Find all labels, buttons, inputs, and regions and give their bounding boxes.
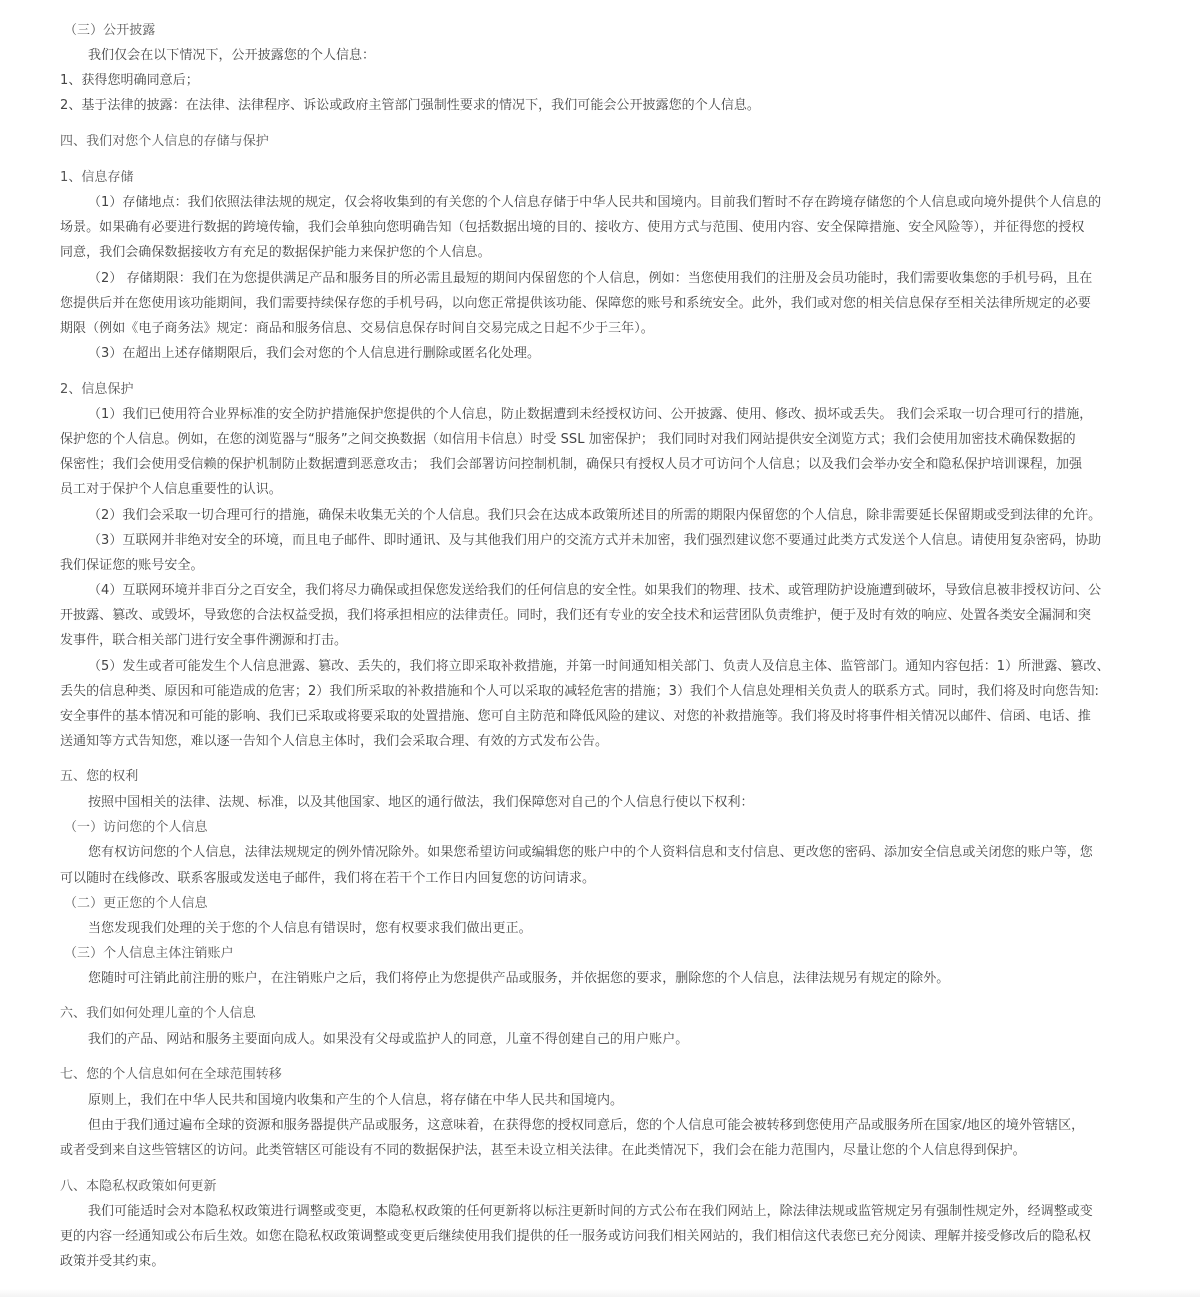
paragraph-line: 或者受到来自这些管辖区的访问。此类管辖区可能设有不同的数据保护法，甚至未设立相关法律。在此类情况下，我们会在能力范围内，尽量让您的个人信息得到保护。	[60, 1143, 1026, 1158]
paragraph-line: 同意，我们会确保数据接收方有充足的数据保护能力来保护您的个人信息。	[60, 245, 491, 260]
paragraph-line: 您提供后并在您使用该功能期间，我们需要持续保存您的手机号码，以向您正常提供该功能、保障您的账号和系统安全。此外，我们或对您的相关信息保存至相关法律所规定的必要	[60, 296, 1091, 311]
paragraph-line: （1）我们已使用符合业界标准的安全防护措施保护您提供的个人信息，防止数据遭到未经授权访问、公开披露、使用、修改、损坏或丢失。 我们会采取一切合理可行的措施，	[88, 407, 1093, 422]
paragraph-line: 发事件，联合相关部门进行安全事件溯源和打击。	[60, 633, 348, 648]
paragraph-line: 1、获得您明确同意后；	[60, 73, 199, 88]
paragraph-line: 2、基于法律的披露：在法律、法律程序、诉讼或政府主管部门强制性要求的情况下，我们可能会公开披露您的个人信息。	[60, 98, 760, 113]
section-heading: 2、信息保护	[60, 382, 134, 397]
paragraph-line: 员工对于保护个人信息重要性的认识。	[60, 482, 282, 497]
paragraph-line: 我们仅会在以下情况下，公开披露您的个人信息：	[88, 48, 376, 63]
paragraph-line: 场景。如果确有必要进行数据的跨境传输，我们会单独向您明确告知（包括数据出境的目的、接收方、使用方式与范围、使用内容、安全保障措施、安全风险等），并征得您的授权	[60, 220, 1085, 235]
paragraph-line: （2）我们会采取一切合理可行的措施，确保未收集无关的个人信息。我们只会在达成本政策所述目的所需的期限内保留您的个人信息，除非需要延长保留期或受到法律的允许。	[88, 508, 1102, 523]
paragraph-line: 期限（例如《电子商务法》规定：商品和服务信息、交易信息保存时间自交易完成之日起不少于三年）。	[60, 321, 654, 336]
paragraph-line: （3）在超出上述存储期限后，我们会对您的个人信息进行删除或匿名化处理。	[88, 346, 541, 361]
section-heading: （一）访问您的个人信息	[64, 820, 208, 835]
paragraph-line: 原则上，我们在中华人民共和国境内收集和产生的个人信息，将存储在中华人民共和国境内。	[88, 1093, 624, 1108]
paragraph-line: 您随时可注销此前注册的账户，在注销账户之后，我们将停止为您提供产品或服务，并依据您的要求，删除您的个人信息，法律法规另有规定的除外。	[88, 971, 950, 986]
paragraph-line: 保密性；我们会使用受信赖的保护机制防止数据遭到恶意攻击； 我们会部署访问控制机制，确保只有授权人员才可访问个人信息；以及我们会举办安全和隐私保护培训课程，加强	[60, 457, 1083, 472]
paragraph-line: 更的内容一经通知或公布后生效。如您在隐私权政策调整或变更后继续使用我们提供的任一服务或访问我们相关网站的，我们相信这代表您已充分阅读、理解并接受修改后的隐私权	[60, 1229, 1091, 1244]
bottom-edge	[0, 1289, 1200, 1297]
paragraph-line: （5）发生或者可能发生个人信息泄露、篡改、丢失的，我们将立即采取补救措施，并第一时间通知相关部门、负责人及信息主体、监管部门。通知内容包括：1）所泄露、篡改、	[88, 659, 1110, 674]
paragraph-line: 安全事件的基本情况和可能的影响、我们已采取或将要采取的处置措施、您可自主防范和降低风险的建议、对您的补救措施等。我们将及时将事件相关情况以邮件、信函、电话、推	[60, 709, 1091, 724]
paragraph-line: （1）存储地点：我们依照法律法规的规定，仅会将收集到的有关您的个人信息存储于中华人民共和国境内。目前我们暂时不存在跨境存储您的个人信息或向境外提供个人信息的	[88, 195, 1102, 210]
paragraph-line: 按照中国相关的法律、法规、标准，以及其他国家、地区的通行做法，我们保障您对自己的个人信息行使以下权利：	[88, 795, 754, 810]
paragraph-line: （3）互联网并非绝对安全的环境，而且电子邮件、即时通讯、及与其他我们用户的交流方式并未加密，我们强烈建议您不要通过此类方式发送个人信息。请使用复杂密码，协助	[88, 533, 1102, 548]
paragraph-line: （4）互联网环境并非百分之百安全，我们将尽力确保或担保您发送给我们的任何信息的安全性。如果我们的物理、技术、或管理防护设施遭到破坏，导致信息被非授权访问、公	[88, 583, 1102, 598]
paragraph-line: 可以随时在线修改、联系客服或发送电子邮件，我们将在若干个工作日内回复您的访问请求。	[60, 871, 596, 886]
section-heading: （三）个人信息主体注销账户	[64, 946, 234, 961]
section-heading: （三）公开披露	[64, 23, 156, 38]
paragraph-line: 丢失的信息种类、原因和可能造成的危害；2）我们所采取的补救措施和个人可以采取的减轻危害的措施；3）我们个人信息处理相关负责人的联系方式。同时，我们将及时向您告知:	[60, 684, 1099, 699]
section-heading: 1、信息存储	[60, 170, 134, 185]
paragraph-line: 送通知等方式告知您，难以逐一告知个人信息主体时，我们会采取合理、有效的方式发布公告。	[60, 734, 609, 749]
paragraph-line: 我们可能适时会对本隐私权政策进行调整或变更，本隐私权政策的任何更新将以标注更新时间的方式公布在我们网站上，除法律法规或监管规定另有强制性规定外，经调整或变	[88, 1204, 1093, 1219]
paragraph-line: 您有权访问您的个人信息，法律法规规定的例外情况除外。如果您希望访问或编辑您的账户中的个人资料信息和支付信息、更改您的密码、添加安全信息或关闭您的账户等，您	[88, 845, 1093, 860]
paragraph-line: 但由于我们通过遍布全球的资源和服务器提供产品或服务，这意味着，在获得您的授权同意后，您的个人信息可能会被转移到您使用产品或服务所在国家/地区的境外管辖区，	[88, 1118, 1085, 1133]
paragraph-line: （2） 存储期限：我们在为您提供满足产品和服务目的所必需且最短的期间内保留您的个人信息，例如：当您使用我们的注册及会员功能时，我们需要收集您的手机号码，且在	[88, 271, 1093, 286]
section-heading: 七、您的个人信息如何在全球范围转移	[60, 1067, 282, 1082]
paragraph-line: 开披露、篡改、或毁坏，导致您的合法权益受损，我们将承担相应的法律责任。同时，我们还有专业的安全技术和运营团队负责维护，便于及时有效的响应、处置各类安全漏洞和突	[60, 608, 1091, 623]
paragraph-line: 我们保证您的账号安全。	[60, 558, 204, 573]
paragraph-line: 保护您的个人信息。例如，在您的浏览器与“服务”之间交换数据（如信用卡信息）时受 SSL 加密保护； 我们同时对我们网站提供安全浏览方式；我们会使用加密技术确保数据的	[60, 432, 1076, 447]
section-heading: 四、我们对您个人信息的存储与保护	[60, 134, 269, 149]
section-heading: 五、您的权利	[60, 769, 139, 784]
paragraph-line: 当您发现我们处理的关于您的个人信息有错误时，您有权要求我们做出更正。	[88, 921, 532, 936]
paragraph-line: 政策并受其约束。	[60, 1254, 165, 1269]
paragraph-line: 我们的产品、网站和服务主要面向成人。如果没有父母或监护人的同意，儿童不得创建自己的用户账户。	[88, 1032, 689, 1047]
section-heading: 八、本隐私权政策如何更新	[60, 1179, 217, 1194]
section-heading: 六、我们如何处理儿童的个人信息	[60, 1006, 256, 1021]
section-heading: （二）更正您的个人信息	[64, 896, 208, 911]
